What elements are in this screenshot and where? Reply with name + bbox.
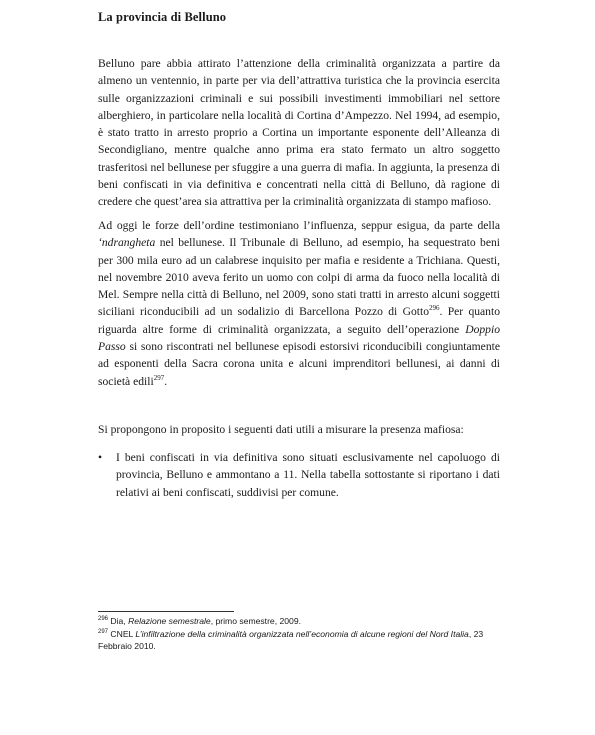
footnote-number: 297 xyxy=(98,629,109,636)
footnote-text: Dia, xyxy=(108,616,129,626)
footnote-title: L’infiltrazione della criminalità organizzata nell’economia di alcune regioni del Nord Italia xyxy=(135,629,469,639)
paragraph-text: si sono riscontrati nel bellunese episodi estorsivi riconducibili congiuntamente ad esponenti della Sacra corona unita e alcuni imprenditori bellunesi, ai danni di società edili xyxy=(98,340,500,388)
footnote-297 xyxy=(98,629,503,652)
ndrangheta-term: ‘ndrangheta xyxy=(98,236,156,250)
footnote-296 xyxy=(98,616,503,628)
page-title: La provincia di Belluno xyxy=(98,10,227,24)
paragraph-text: nel bellunese. Il Tribunale di Belluno, ad esempio, ha sequestrato beni per 300 mila euro ad un calabrese inquisito per mafia e residente a Trichiana. Questi, nel novembre 2010 aveva ferito un uomo con colpi di arma da fuoco nella località di Mel. Sempre nella città di Belluno, nel 2009, sono stati tratti in arresto alcuni soggetti siciliani riconducibili ad un sodalizio di Barcellona Pozzo di Gotto xyxy=(98,236,500,319)
footnote-ref-296[interactable]: 296 xyxy=(429,304,440,313)
footnote-number: 296 xyxy=(98,616,109,623)
paragraph-text: . xyxy=(164,374,168,388)
paragraph-cortina: Belluno pare abbia attirato l’attenzione della criminalità organizzata a partire da almeno un ventennio, in parte per via dell’attrattiva turistica che la provincia esercita sulle organizzazioni criminali e sui possibili investimenti immobiliari nel settore alberghiero, in particolare nella località di Cortina d’Ampezzo. Nel 1994, ad esempio, è stato tratto in arresto proprio a Cortina un importante esponente dell’Alleanza di Secondigliano, mentre qualche anno prima era stato fermato un altro soggetto trasferitosi nel bellunese per sfuggire a una guerra di mafia. In aggiunta, la presenza di beni confiscati in via definitiva e concentrati nella città di Belluno, dà ragione di credere che quest’area sia attrattiva per la criminalità organizzata di stampo mafioso. xyxy=(98,57,500,209)
footnote-ref-297[interactable]: 297 xyxy=(153,373,165,382)
paragraph-text: . Per quanto riguarda altre forme di criminalità organizzata, a seguito dell’operazione xyxy=(98,305,500,336)
footnote-divider xyxy=(98,611,234,612)
operation-name: Doppio Passo xyxy=(98,322,500,354)
paragraph-intro-data: Si propongono in proposito i seguenti dati utili a misurare la presenza mafiosa: xyxy=(98,423,464,436)
footnote-title: Relazione semestrale xyxy=(128,616,211,626)
footnote-text: CNEL xyxy=(108,629,136,639)
footnote-text: , primo semestre, 2009. xyxy=(210,616,301,626)
paragraph-ndrangheta xyxy=(98,217,500,390)
bullet-marker: • xyxy=(98,451,103,464)
bullet-text: I beni confiscati in via definitiva sono situati esclusivamente nel capoluogo di provincia, Belluno e ammontano a 11. Nella tabella sottostante si riportano i dati relativi ai beni confiscati, suddivisi per comune. xyxy=(116,451,500,499)
footnote-text: , 23 Febbraio 2010. xyxy=(98,629,484,651)
paragraph-text: Ad oggi le forze dell’ordine testimoniano l’influenza, seppur esigua, da parte della xyxy=(98,219,500,232)
